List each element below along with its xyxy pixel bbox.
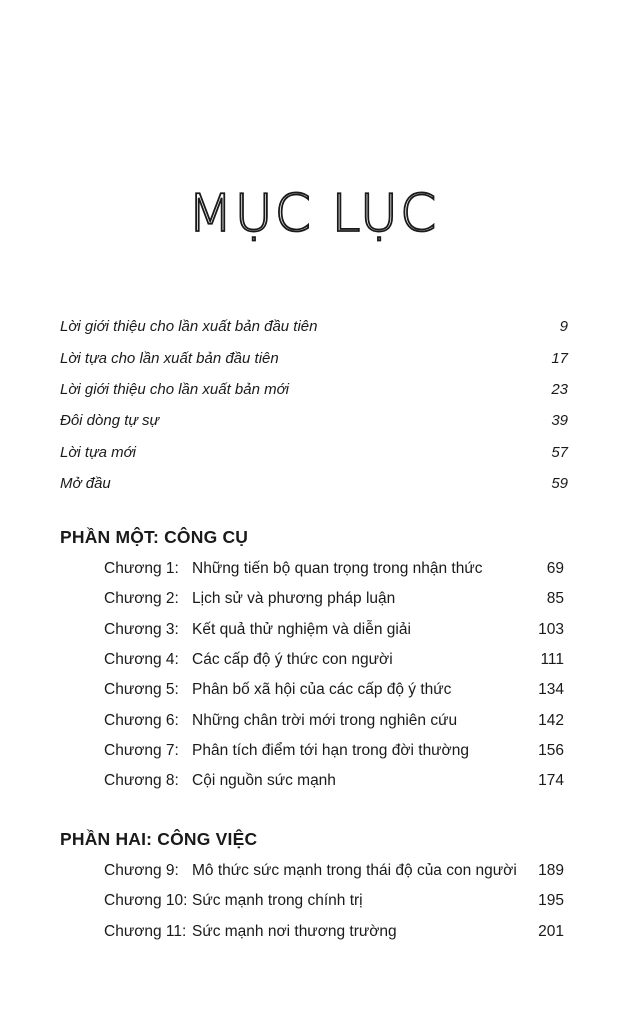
toc-entry-page: 23	[551, 380, 568, 398]
toc-entry-title: Lời giới thiệu cho lần xuất bản mới	[60, 380, 289, 398]
toc-entry-page: 9	[559, 318, 568, 336]
chapter-label: Chương 4:	[104, 651, 179, 669]
toc-entry[interactable]	[60, 374, 568, 405]
chapter-title: Mô thức sức mạnh trong thái độ của con người	[192, 862, 517, 880]
page-title: MỤC LỤC	[187, 184, 439, 244]
chapter-label: Chương 1:	[104, 560, 179, 578]
toc-entry-page: 39	[551, 412, 568, 430]
chapter-label: Chương 9:	[104, 862, 179, 880]
part-two-chapter-list	[104, 856, 564, 947]
chapter-label: Chương 11:	[104, 922, 187, 940]
chapter-row[interactable]	[104, 705, 564, 735]
chapter-page: 189	[538, 862, 564, 880]
toc-entry-page: 57	[551, 443, 568, 461]
chapter-row[interactable]	[104, 554, 564, 584]
chapter-row[interactable]	[104, 584, 564, 614]
chapter-label: Chương 6:	[104, 711, 179, 729]
toc-entry[interactable]	[60, 437, 568, 468]
chapter-label: Chương 8:	[104, 772, 179, 790]
chapter-row[interactable]	[104, 675, 564, 705]
part-one-chapter-list	[104, 554, 564, 796]
chapter-page: 69	[546, 560, 564, 578]
toc-entry[interactable]	[60, 342, 568, 373]
chapter-title: Phân bố xã hội của các cấp độ ý thức	[192, 681, 452, 699]
chapter-label: Chương 3:	[104, 620, 179, 638]
part-one-heading: PHẦN MỘT: CÔNG CỤ	[60, 527, 249, 547]
chapter-page: 111	[540, 651, 564, 669]
chapter-page: 103	[538, 620, 564, 638]
part-two-heading: PHẦN HAI: CÔNG VIỆC	[60, 829, 258, 849]
chapter-label: Chương 2:	[104, 590, 179, 608]
front-matter-list	[60, 311, 568, 499]
chapter-title: Sức mạnh nơi thương trường	[192, 922, 397, 940]
chapter-label: Chương 5:	[104, 681, 179, 699]
toc-entry[interactable]	[60, 468, 568, 499]
toc-entry[interactable]	[60, 405, 568, 436]
chapter-label: Chương 7:	[104, 741, 179, 759]
chapter-title: Sức mạnh trong chính trị	[192, 892, 363, 910]
toc-entry-title: Lời tựa cho lần xuất bản đầu tiên	[60, 349, 279, 367]
chapter-page: 156	[538, 741, 564, 759]
chapter-title: Cội nguồn sức mạnh	[192, 772, 336, 790]
toc-entry-title: Mở đầu	[60, 475, 111, 493]
chapter-row[interactable]	[104, 645, 564, 675]
chapter-row[interactable]	[104, 886, 564, 916]
toc-entry-title: Lời giới thiệu cho lần xuất bản đầu tiên	[60, 318, 318, 336]
chapter-title: Những chân trời mới trong nghiên cứu	[192, 711, 458, 729]
chapter-page: 201	[538, 922, 564, 940]
chapter-row[interactable]	[104, 917, 564, 947]
chapter-label: Chương 10:	[104, 892, 188, 910]
chapter-row[interactable]	[104, 615, 564, 645]
chapter-title: Những tiến bộ quan trọng trong nhận thức	[192, 560, 483, 578]
chapter-page: 134	[538, 681, 564, 699]
toc-entry-page: 17	[551, 349, 568, 367]
chapter-page: 85	[546, 590, 564, 608]
chapter-row[interactable]	[104, 856, 564, 886]
toc-entry[interactable]	[60, 311, 568, 342]
chapter-page: 174	[538, 772, 564, 790]
chapter-row[interactable]	[104, 736, 564, 766]
chapter-row[interactable]	[104, 766, 564, 796]
toc-entry-title: Lời tựa mới	[60, 443, 136, 461]
chapter-title: Các cấp độ ý thức con người	[192, 651, 393, 669]
chapter-title: Lịch sử và phương pháp luận	[192, 590, 396, 608]
chapter-page: 195	[538, 892, 564, 910]
toc-entry-title: Đôi dòng tự sự	[60, 412, 160, 430]
chapter-title: Phân tích điểm tới hạn trong đời thường	[192, 741, 469, 759]
chapter-title: Kết quả thử nghiệm và diễn giải	[192, 620, 411, 638]
chapter-page: 142	[538, 711, 564, 729]
toc-entry-page: 59	[551, 475, 568, 493]
